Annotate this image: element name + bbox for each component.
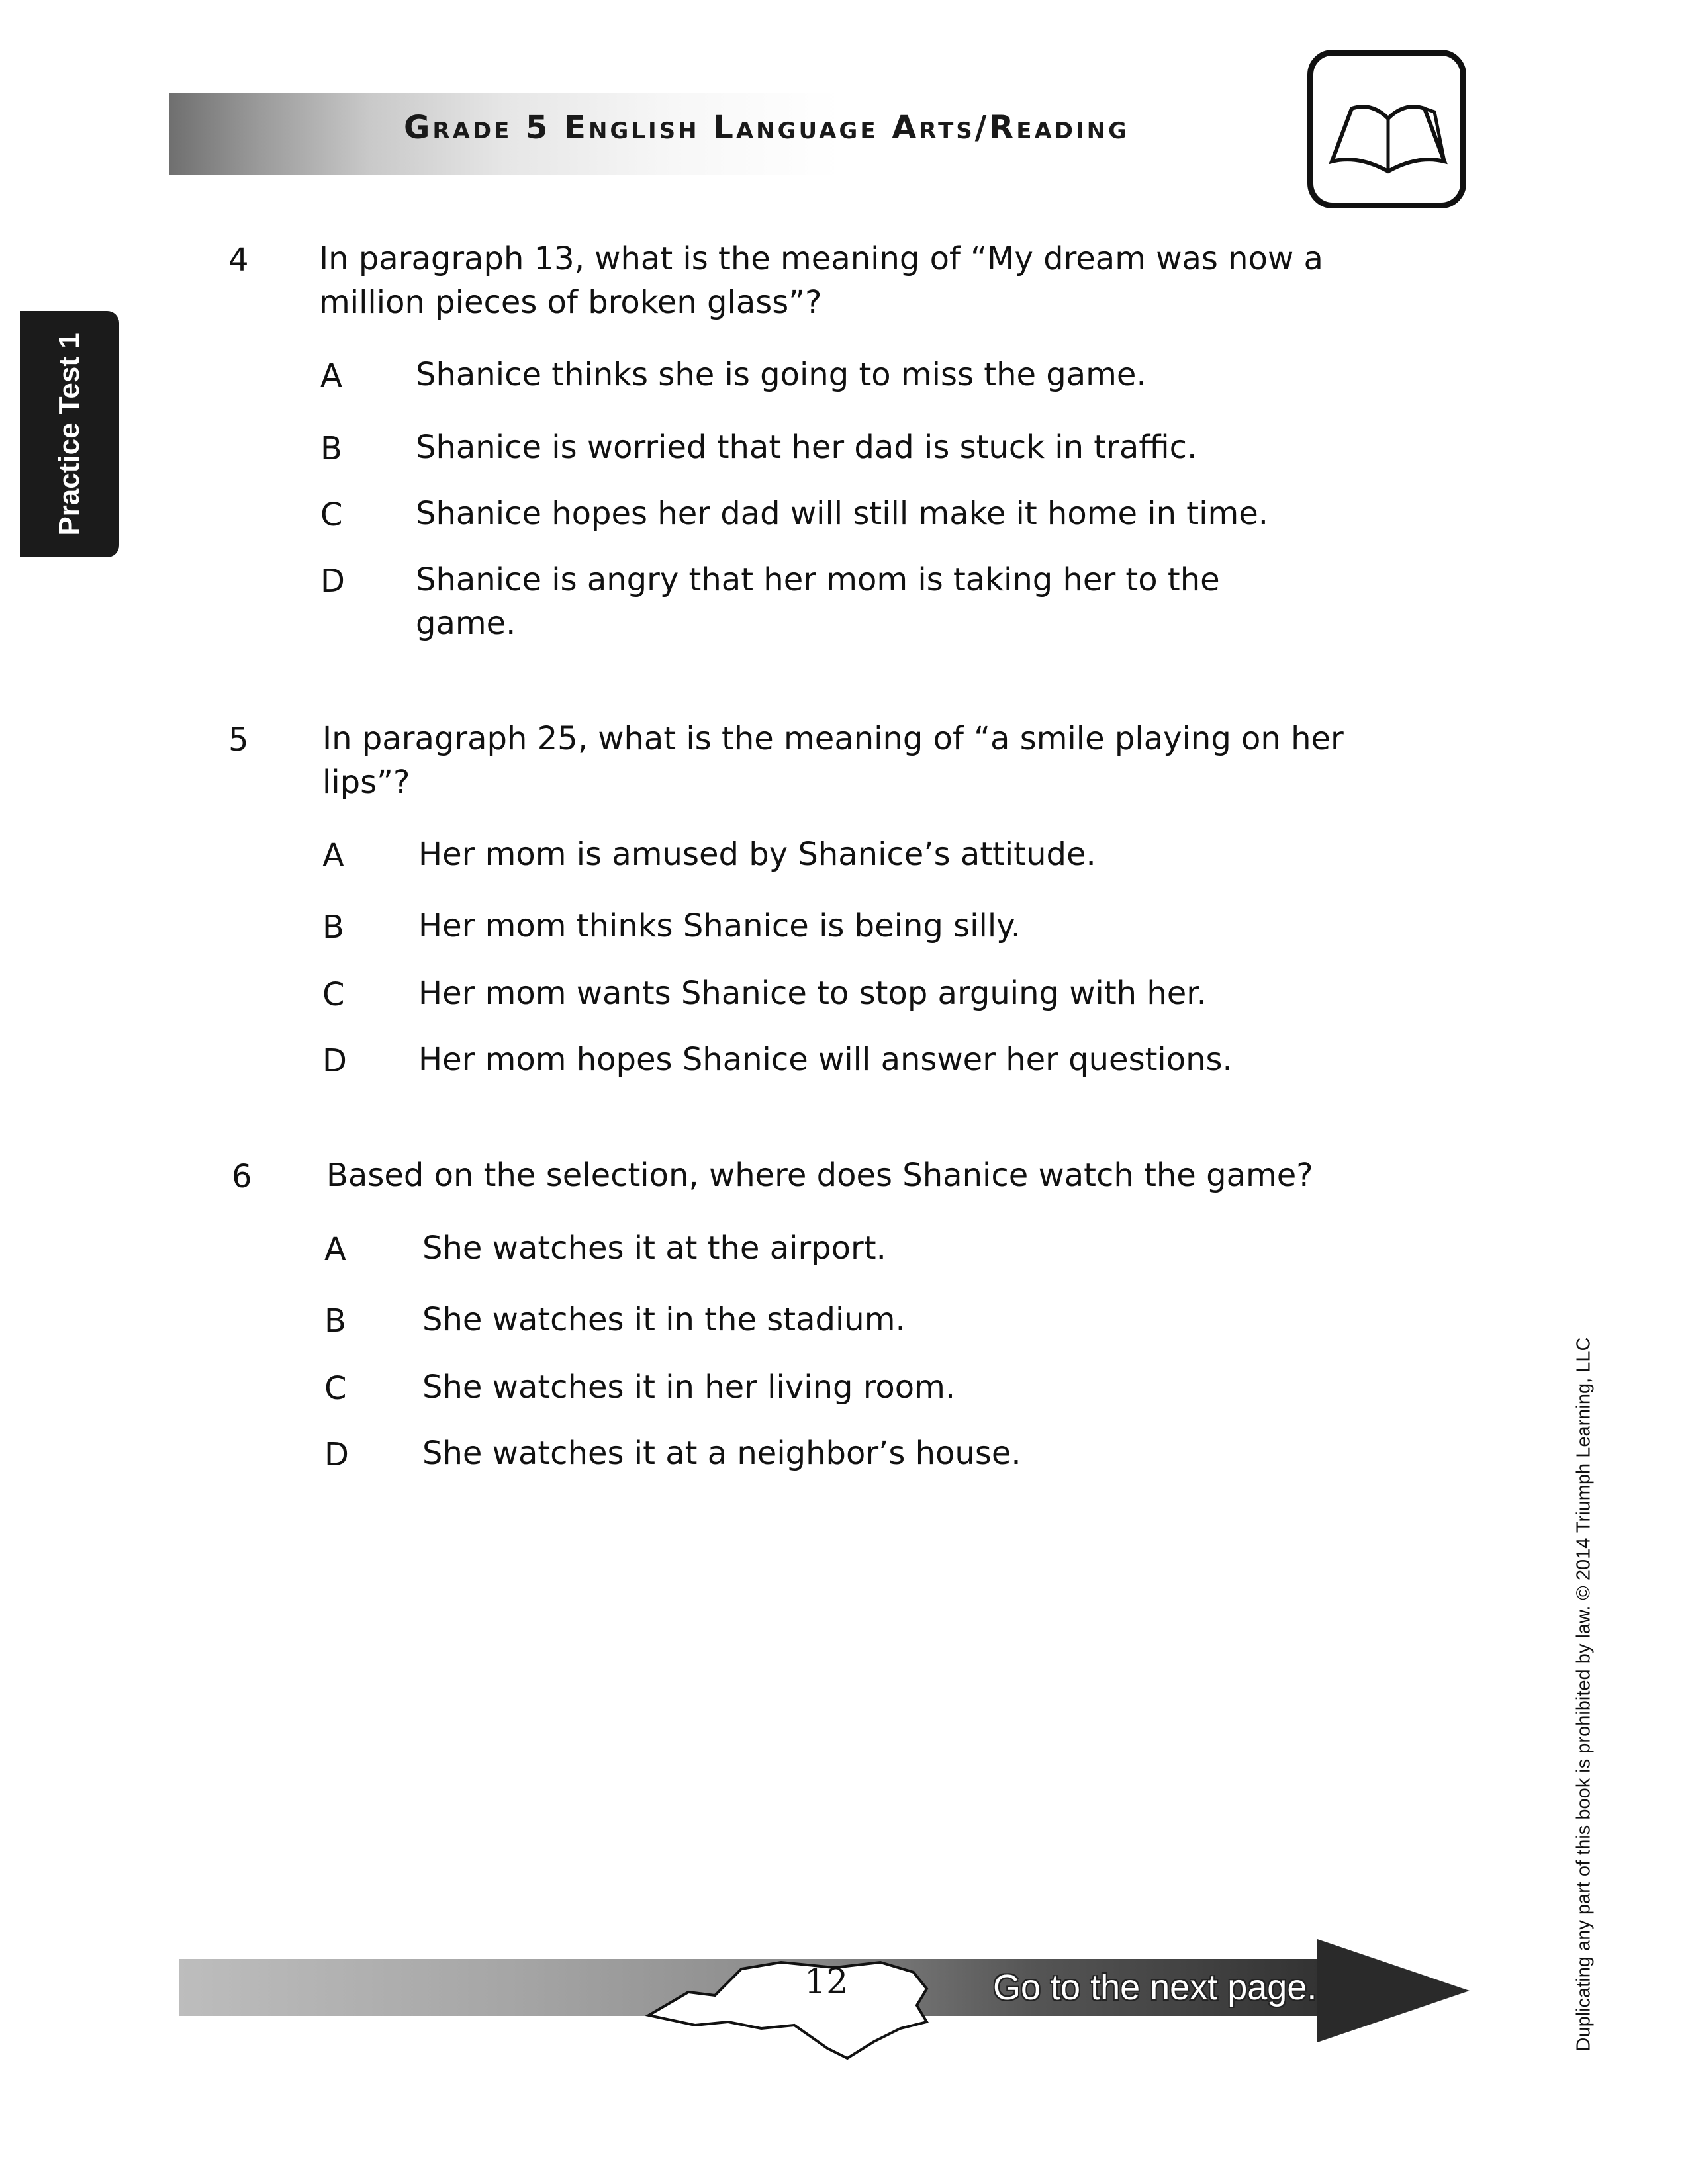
state-map-icon (635, 1942, 953, 2062)
copyright-notice: Duplicating any part of this book is prohibited by law. © 2014 Triumph Learning, LLC (1573, 1337, 1595, 2052)
answer-option[interactable]: She watches it in her living room. (422, 1369, 956, 1406)
option-letter: A (324, 1231, 346, 1268)
answer-option[interactable]: Her mom thinks Shanice is being silly. (418, 907, 1021, 944)
option-letter: C (322, 976, 345, 1013)
go-to-next-page[interactable]: Go to the next page. (993, 1968, 1317, 2007)
answer-option[interactable]: Her mom hopes Shanice will answer her questions. (418, 1041, 1233, 1078)
option-letter: A (320, 357, 342, 394)
answer-option[interactable]: Her mom is amused by Shanice’s attitude. (418, 836, 1096, 873)
answer-option[interactable]: Shanice thinks she is going to miss the game. (416, 356, 1147, 393)
option-letter: D (324, 1436, 349, 1473)
answer-option[interactable]: Shanice hopes her dad will still make it home in time. (416, 495, 1268, 532)
option-letter: B (324, 1302, 346, 1340)
question-prompt: Based on the selection, where does Shanice watch the game? (326, 1157, 1313, 1194)
page-number: 12 (804, 1962, 849, 2002)
page-title: Grade 5 English Language Arts/Reading (404, 109, 1130, 146)
question-prompt: In paragraph 13, what is the meaning of “My dream was now a million pieces of broken glass”? (319, 240, 1323, 321)
practice-test-label: Practice Test 1 (53, 332, 85, 536)
question-prompt: In paragraph 25, what is the meaning of “a smile playing on her lips”? (322, 720, 1344, 801)
option-letter: A (322, 837, 344, 874)
option-letter: D (322, 1042, 347, 1079)
arrow-right-icon (1317, 1939, 1470, 2042)
book-icon (1307, 50, 1466, 208)
practice-test-tab (20, 311, 119, 557)
answer-option[interactable]: Shanice is worried that her dad is stuck in traffic. (416, 429, 1197, 466)
question-number: 5 (228, 721, 249, 758)
answer-option[interactable]: Her mom wants Shanice to stop arguing with her. (418, 975, 1207, 1012)
question-number: 6 (232, 1158, 252, 1195)
option-letter: C (320, 496, 343, 533)
answer-option[interactable]: She watches it at a neighbor’s house. (422, 1435, 1021, 1472)
option-letter: C (324, 1370, 347, 1407)
option-letter: B (320, 430, 342, 467)
answer-option[interactable]: She watches it in the stadium. (422, 1301, 906, 1338)
option-letter: B (322, 909, 344, 946)
answer-option[interactable]: Shanice is angry that her mom is taking her to the game. (416, 561, 1220, 642)
answer-option[interactable]: She watches it at the airport. (422, 1230, 886, 1267)
option-letter: D (320, 563, 345, 600)
question-number: 4 (228, 242, 249, 279)
